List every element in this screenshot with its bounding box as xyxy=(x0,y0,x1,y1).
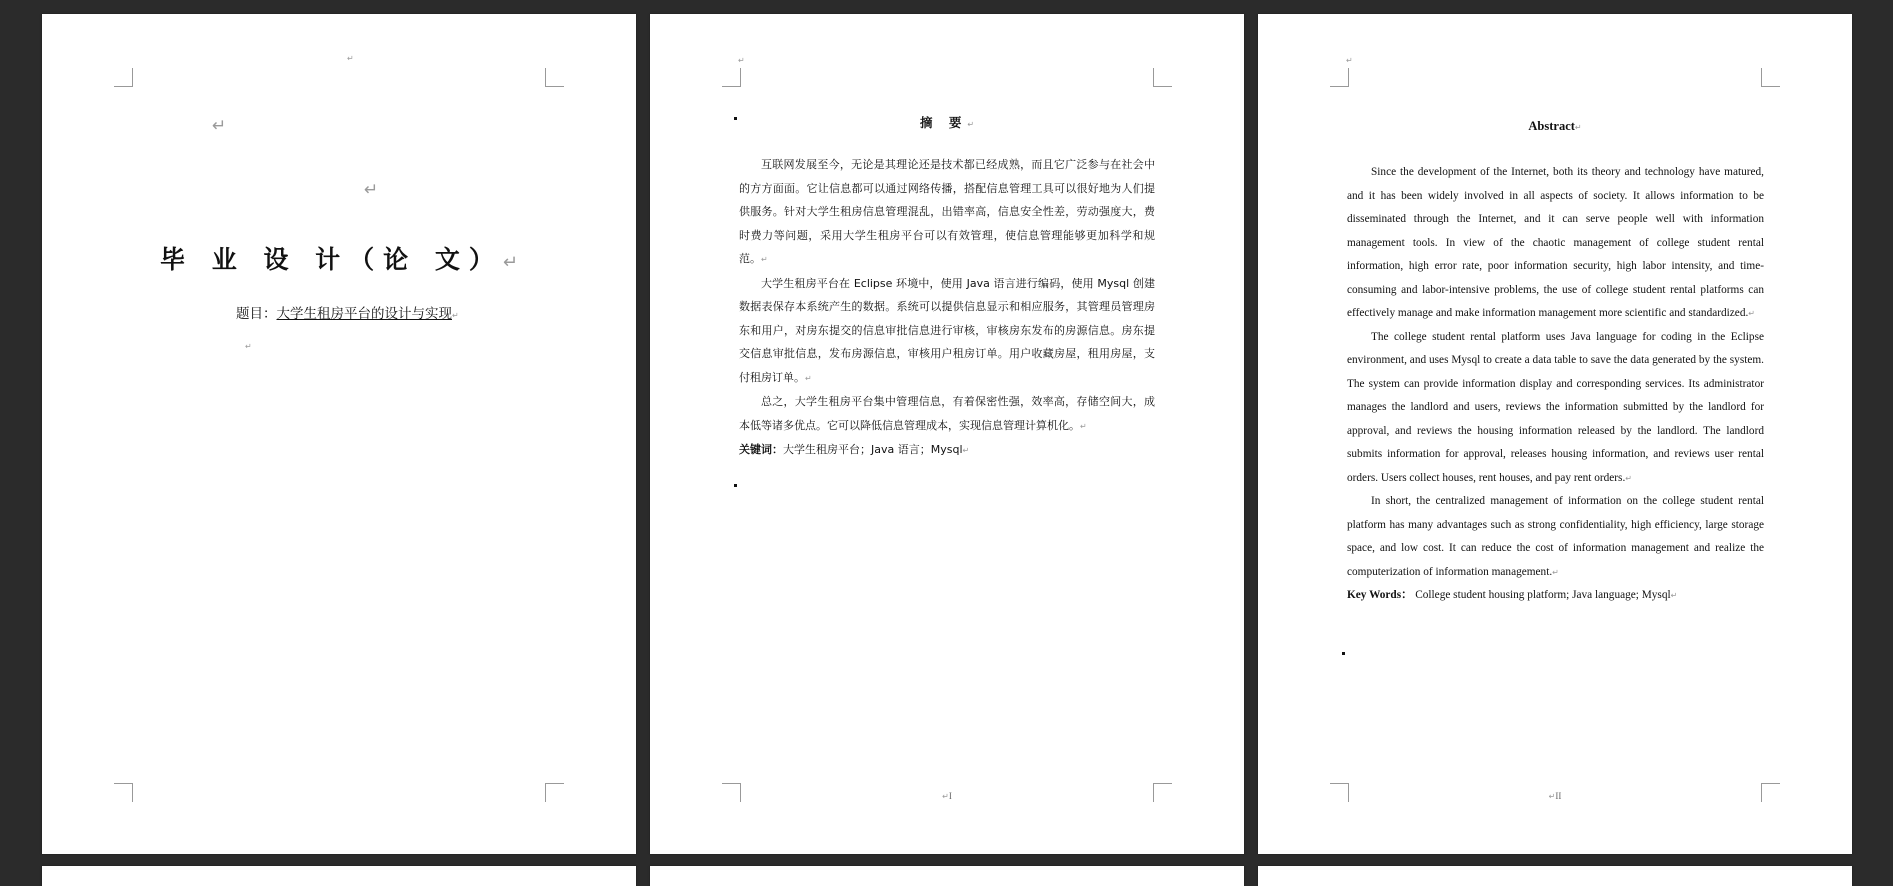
cover-page xyxy=(42,14,636,854)
paragraph-text: In short, the centralized management of information on the college student rental platform has many advantages such as strong confidentiality, high efficiency, large storage space, and low cost. It can reduce the cost of information management and realize the computerization of information management. xyxy=(1347,495,1764,578)
margin-corner-mark xyxy=(722,68,741,87)
keywords-label: 关键词： xyxy=(739,443,783,456)
paragraph-mark-icon: ↵ xyxy=(452,311,459,320)
paragraph-text: 大学生租房平台在 Eclipse 环境中，使用 Java 语言进行编码，使用 Mysql 创建数据表保存本系统产生的数据。系统可以提供信息显示和相应服务，其管理员管理房东和用户，对房东提交的信息审批信息进行审核，审核房东发布的房源信息。房东提交信息审批信息，发布房源信息，审核用户租房订单。用户收藏房屋，租用房屋，支付租房订单。 xyxy=(739,276,1155,384)
abstract-title-text: 摘 要 xyxy=(919,115,968,130)
paragraph-mark-icon: ↵ xyxy=(245,342,252,351)
abstract-paragraph xyxy=(739,153,1155,272)
margin-corner-mark xyxy=(545,783,564,802)
thesis-title-text: 毕 业 设 计（论 文） xyxy=(160,245,503,274)
paragraph-mark-icon: ↵ xyxy=(1080,421,1087,431)
margin-corner-mark xyxy=(545,68,564,87)
keywords-value: 大学生租房平台；Java 语言；Mysql xyxy=(783,443,963,456)
page-footer xyxy=(650,791,1244,801)
margin-corner-mark xyxy=(1761,68,1780,87)
paragraph-mark-icon: ↵ xyxy=(805,373,812,383)
paragraph-mark-icon: ↵ xyxy=(1548,792,1556,801)
abstract-paragraph xyxy=(1347,161,1764,326)
paragraph-mark-icon: ↵ xyxy=(1625,473,1632,483)
page-number: I xyxy=(948,791,952,801)
bullet-mark xyxy=(1342,652,1345,655)
abstract-body xyxy=(739,153,1155,463)
paragraph-mark-icon: ↵ xyxy=(1574,123,1582,132)
abstract-paragraph xyxy=(1347,326,1764,491)
paragraph-mark-icon: ↵ xyxy=(962,446,970,455)
thesis-title xyxy=(42,240,636,276)
margin-corner-mark xyxy=(114,68,133,87)
page-number: II xyxy=(1555,791,1562,801)
paragraph-text: The college student rental platform uses Java language for coding in the Eclipse environment, and uses Mysql to create a data table to save the data generated by the system. The system can provide information display and corresponding services. Its administrator manages the landlord and users, reviews the information submitted by the landlord for approval, and reviews the housing information released by the landlord. The landlord submits information for approval, releases housing information, and reviews user rental orders. Users collect houses, rent houses, and pay rent orders. xyxy=(1347,330,1764,484)
abstract-body xyxy=(1347,161,1764,608)
margin-corner-mark xyxy=(1153,68,1172,87)
english-abstract-page xyxy=(1258,14,1852,854)
abstract-title xyxy=(650,113,1244,131)
next-page xyxy=(42,866,636,886)
bullet-mark xyxy=(734,484,737,487)
abstract-title xyxy=(1258,119,1852,134)
paragraph-mark-icon: ↵ xyxy=(347,54,354,63)
paragraph-mark-icon: ↵ xyxy=(942,792,949,801)
topic-label: 题目： xyxy=(236,306,277,322)
paragraph-mark-icon: ↵ xyxy=(502,252,518,273)
abstract-paragraph xyxy=(739,272,1155,391)
paragraph-mark-icon: ↵ xyxy=(1346,56,1353,65)
margin-corner-mark xyxy=(1330,68,1349,87)
thesis-topic xyxy=(236,302,459,322)
paragraph-mark-icon: ↵ xyxy=(1670,591,1678,600)
abstract-title-text: Abstract xyxy=(1528,119,1575,133)
chinese-abstract-page xyxy=(650,14,1244,854)
paragraph-text: Since the development of the Internet, both its theory and technology have matured, and it has been widely involved in all aspects of society. It allows information to be disseminated through the Internet, and it can serve people well with information management tools. In view of the chaotic management of college student rental information, high error rate, poor information security, high labor intensity, and time-consuming and labor-intensive problems, the use of college student rental platforms can effectively manage and make information management more scientific and standardized. xyxy=(1347,166,1764,319)
next-page xyxy=(650,866,1244,886)
paragraph-text: 总之，大学生租房平台集中管理信息，有着保密性强，效率高，存储空间大，成本低等诸多优点。它可以降低信息管理成本，实现信息管理计算机化。 xyxy=(739,395,1155,432)
paragraph-mark-icon: ↵ xyxy=(364,180,379,200)
margin-corner-mark xyxy=(114,783,133,802)
abstract-paragraph xyxy=(1347,490,1764,584)
next-page xyxy=(1258,866,1852,886)
keywords-value: College student housing platform; Java language; Mysql xyxy=(1415,589,1671,601)
paragraph-mark-icon: ↵ xyxy=(761,255,768,264)
topic-value: 大学生租房平台的设计与实现 xyxy=(276,306,452,322)
keywords-line xyxy=(739,438,1155,463)
paragraph-mark-icon: ↵ xyxy=(967,120,975,129)
abstract-paragraph xyxy=(739,390,1155,438)
paragraph-mark-icon: ↵ xyxy=(738,56,745,65)
paragraph-mark-icon: ↵ xyxy=(1552,567,1559,577)
paragraph-text: 互联网发展至今，无论是其理论还是技术都已经成熟，而且它广泛参与在社会中的方方面面。它让信息都可以通过网络传播，搭配信息管理工具可以很好地为人们提供服务。针对大学生租房信息管理混乱，出错率高，信息安全性差，劳动强度大，费时费力等问题，采用大学生租房平台可以有效管理，使信息管理能够更加科学和规范。 xyxy=(739,158,1155,265)
keywords-label: Key Words： xyxy=(1347,589,1413,601)
page-footer xyxy=(1258,791,1852,801)
paragraph-mark-icon: ↵ xyxy=(1748,309,1755,318)
paragraph-mark-icon: ↵ xyxy=(212,116,227,136)
keywords-line xyxy=(1347,584,1764,608)
